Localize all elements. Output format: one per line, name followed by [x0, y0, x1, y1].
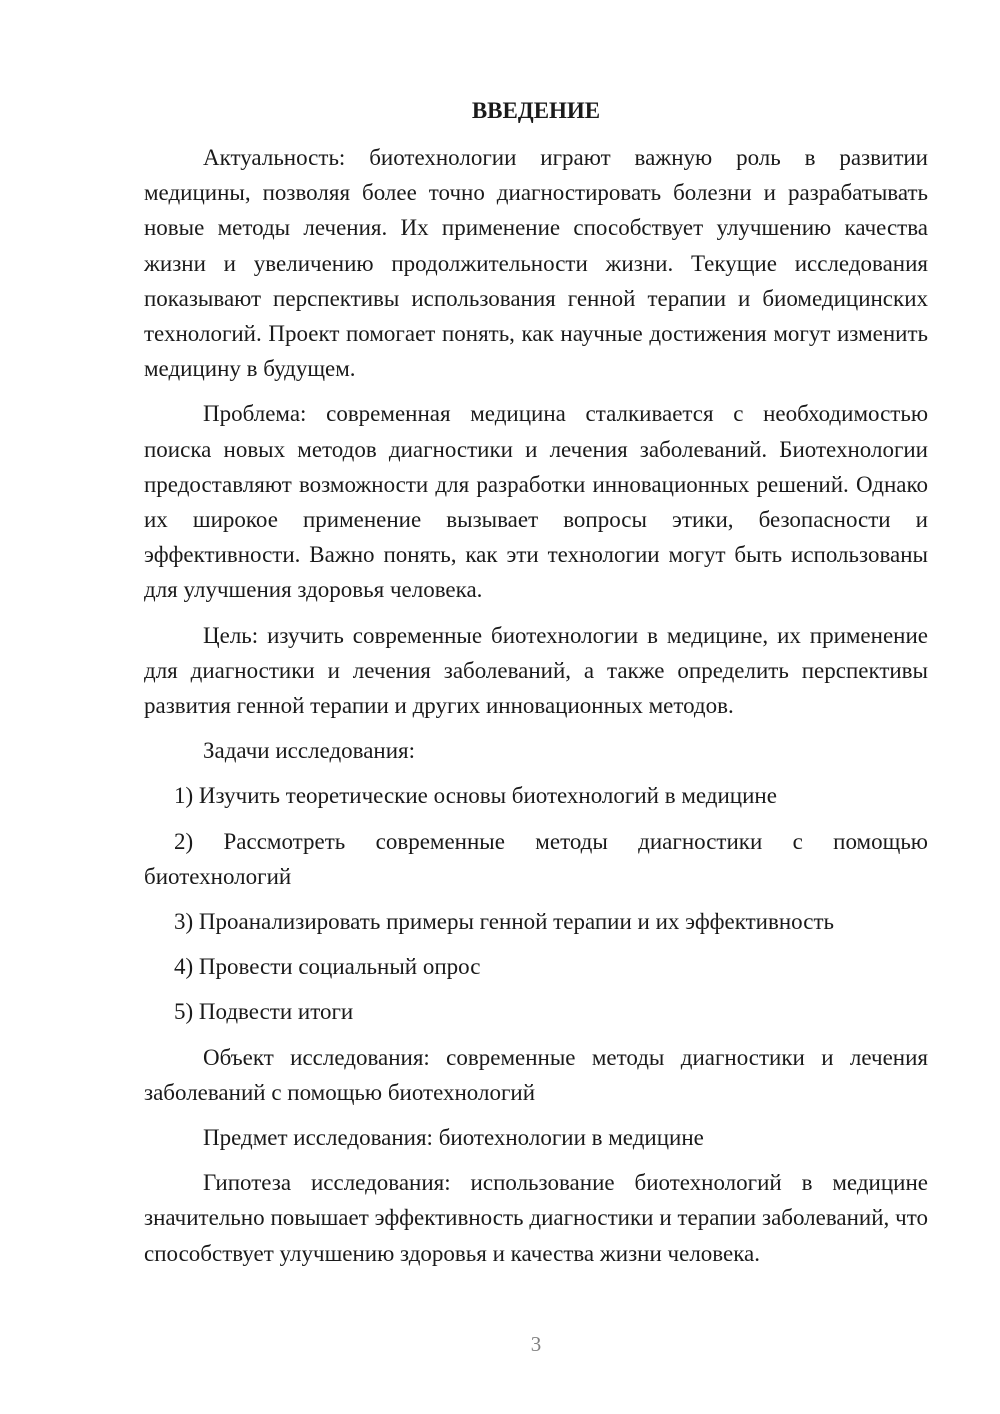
task-item-5: 5) Подвести итоги [174, 999, 354, 1025]
tasks-title: Задачи исследования: [203, 738, 416, 764]
goal-paragraph: Цель: изучить современные биотехнологии в медицине, их применение для диагностики и лечения заболеваний, а также определить перспективы развития генной терапии и других инновационных методов. [144, 622, 928, 719]
object-paragraph: Объект исследования: современные методы диагностики и лечения заболеваний с помощью биотехнологий [144, 1044, 928, 1105]
problem-paragraph: Проблема: современная медицина сталкивается с необходимостью поиска новых методов диагностики и лечения заболеваний. Биотехнологии предоставляют возможности для разработки инновационных решений. Однако их широкое применение вызывает вопросы этики, безопасности и эффективности. Важно понять, как эти технологии могут быть использованы для улучшения здоровья человека. [144, 401, 928, 603]
task-item-4: 4) Провести социальный опрос [174, 954, 481, 980]
task-item-1: 1) Изучить теоретические основы биотехнологий в медицине [174, 783, 777, 809]
relevance-paragraph: Актуальность: биотехнологии играют важную роль в развитии медицины, позволяя более точно диагностировать болезни и разрабатывать новые методы лечения. Их применение способствует улучшению качества жизни и увеличению продолжительности жизни. Текущие исследования показывают перспективы использования генной терапии и биомедицинских технологий. Проект помогает понять, как научные достижения могут изменить медицину в будущем. [144, 145, 928, 382]
task-item-2: 2) Рассмотреть современные методы диагностики с помощью биотехнологий [144, 828, 928, 889]
hypothesis-paragraph: Гипотеза исследования: использование биотехнологий в медицине значительно повышает эффективность диагностики и терапии заболеваний, что способствует улучшению здоровья и качества жизни человека. [144, 1170, 928, 1266]
page-number: 3 [530, 1332, 542, 1356]
task-item-3: 3) Проанализировать примеры генной терапии и их эффективность [174, 909, 834, 935]
subject-paragraph: Предмет исследования: биотехнологии в медицине [203, 1125, 704, 1151]
document-page [144, 92, 928, 1281]
section-heading: ВВЕДЕНИЕ [471, 98, 601, 123]
